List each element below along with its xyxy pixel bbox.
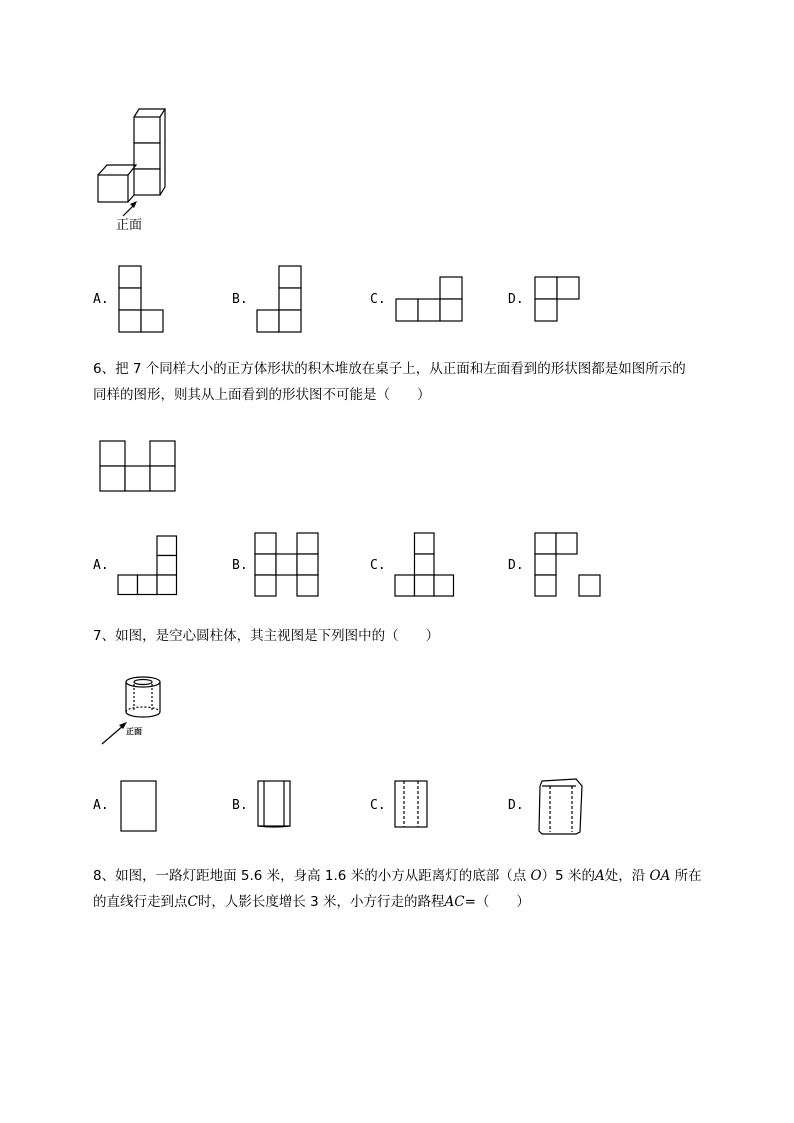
q5-option-a-label: A. bbox=[93, 292, 109, 307]
q5-front-label: 正面 bbox=[116, 218, 143, 233]
q8-text: 8、如图，一路灯距地面 5.6 米，身高 1.6 米的小方从距离灯的底部（点 bbox=[93, 868, 531, 884]
q6-question-text bbox=[93, 356, 743, 408]
point-o: O bbox=[530, 868, 542, 884]
q7-question-text: 7、如图，是空心圆柱体，其主视图是下列图中的（ ） bbox=[93, 628, 440, 644]
q8-text: ）5 米的 bbox=[541, 868, 595, 884]
q6-option-d-label: D. bbox=[508, 558, 524, 573]
q5-option-c-label: C. bbox=[370, 292, 386, 307]
q8-text: 所在 bbox=[670, 868, 702, 884]
q5-cube-stack-figure bbox=[95, 105, 175, 215]
q8-line-1 bbox=[93, 863, 743, 889]
q7-option-a-figure bbox=[121, 781, 161, 836]
q8-text: 处，沿 bbox=[604, 868, 650, 884]
q6-option-a-label: A. bbox=[93, 558, 109, 573]
q8-question-text bbox=[93, 863, 743, 915]
q8-line-2 bbox=[93, 889, 743, 915]
q7-option-c-label: C. bbox=[370, 798, 386, 813]
q7-option-a-label: A. bbox=[93, 798, 109, 813]
q6-option-a-figure bbox=[118, 536, 183, 601]
point-a: A bbox=[594, 868, 605, 884]
point-c: C bbox=[187, 894, 198, 910]
q7-option-d-figure bbox=[536, 776, 596, 841]
q5-option-d-figure bbox=[535, 277, 585, 327]
q6-option-d-figure bbox=[535, 533, 605, 603]
q6-option-b-figure bbox=[255, 533, 325, 603]
q7-option-c-figure bbox=[395, 781, 435, 836]
q8-text: 的直线行走到点 bbox=[93, 894, 188, 910]
q6-view-figure bbox=[100, 441, 180, 496]
q5-option-b-label: B. bbox=[232, 292, 248, 307]
q5-option-d-label: D. bbox=[508, 292, 524, 307]
q5-option-c-figure bbox=[396, 277, 466, 327]
segment-ac: AC bbox=[444, 894, 465, 910]
q8-text: =（ ） bbox=[464, 894, 530, 910]
q7-front-label: 正面 bbox=[126, 727, 142, 736]
q6-option-c-figure bbox=[395, 533, 465, 603]
q6-option-b-label: B. bbox=[232, 558, 248, 573]
q7-option-b-figure bbox=[258, 781, 298, 836]
q7-option-b-label: B. bbox=[232, 798, 248, 813]
q5-option-b-figure bbox=[257, 266, 307, 336]
q6-option-c-label: C. bbox=[370, 558, 386, 573]
q6-line-1: 6、把 7 个同样大小的正方体形状的积木堆放在桌子上，从正面和左面看到的形状图都是如图所示的 bbox=[93, 361, 686, 377]
q6-line-2: 同样的图形，则其从上面看到的形状图不可能是（ ） bbox=[93, 387, 431, 403]
q5-option-a-figure bbox=[119, 266, 169, 336]
segment-oa: OA bbox=[649, 868, 671, 884]
q8-text: 时，人影长度增长 3 米，小方行走的路程 bbox=[197, 894, 445, 910]
q7-option-d-label: D. bbox=[508, 798, 524, 813]
